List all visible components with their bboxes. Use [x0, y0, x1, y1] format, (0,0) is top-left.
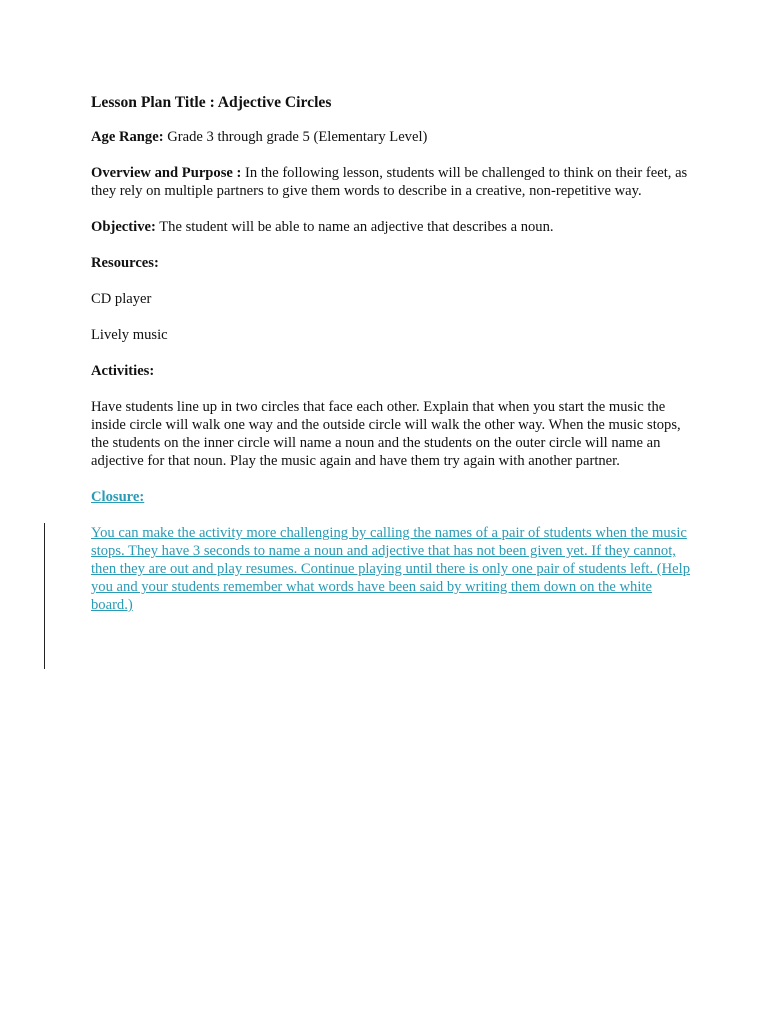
age-range-paragraph [91, 128, 691, 146]
overview-text: In the following lesson, students will be challenged to think on their feet, as they rely on multiple partners to give them words to describe in a creative, non-repetitive way. [91, 165, 688, 199]
objective-text: The student will be able to name an adjective that describes a noun. [155, 219, 554, 235]
activities-text: Have students line up in two circles that face each other. Explain that when you start the music the inside circle will walk one way and the outside circle will walk the other way. When the music stops, the students on the inner circle will name a noun and the students on the outer circle will name an adjective for that noun. Play the music again and have them try again with another partner. [91, 399, 681, 469]
overview-paragraph [91, 164, 691, 200]
document-body [91, 94, 691, 614]
activities-heading: Activities: [91, 363, 155, 379]
closure-heading: Closure: [91, 489, 145, 505]
overview-label: Overview and Purpose : [91, 165, 242, 181]
lesson-title: Lesson Plan Title : Adjective Circles [91, 94, 332, 111]
age-range-text: Grade 3 through grade 5 (Elementary Level) [163, 129, 428, 145]
resource-item: CD player [91, 291, 152, 307]
resources-heading: Resources: [91, 255, 159, 271]
objective-label: Objective: [91, 219, 156, 235]
age-range-label: Age Range: [91, 129, 164, 145]
objective-paragraph [91, 218, 691, 236]
resource-item: Lively music [91, 327, 168, 343]
revision-change-bar [44, 523, 45, 669]
closure-text: You can make the activity more challenging by calling the names of a pair of students when the music stops. They have 3 seconds to name a noun and adjective that has not been given yet. If they cannot, then they are out and play resumes. Continue playing until there is only one pair of students left. (Help you and your students remember what words have been said by writing them down on the white board.) [91, 525, 691, 613]
